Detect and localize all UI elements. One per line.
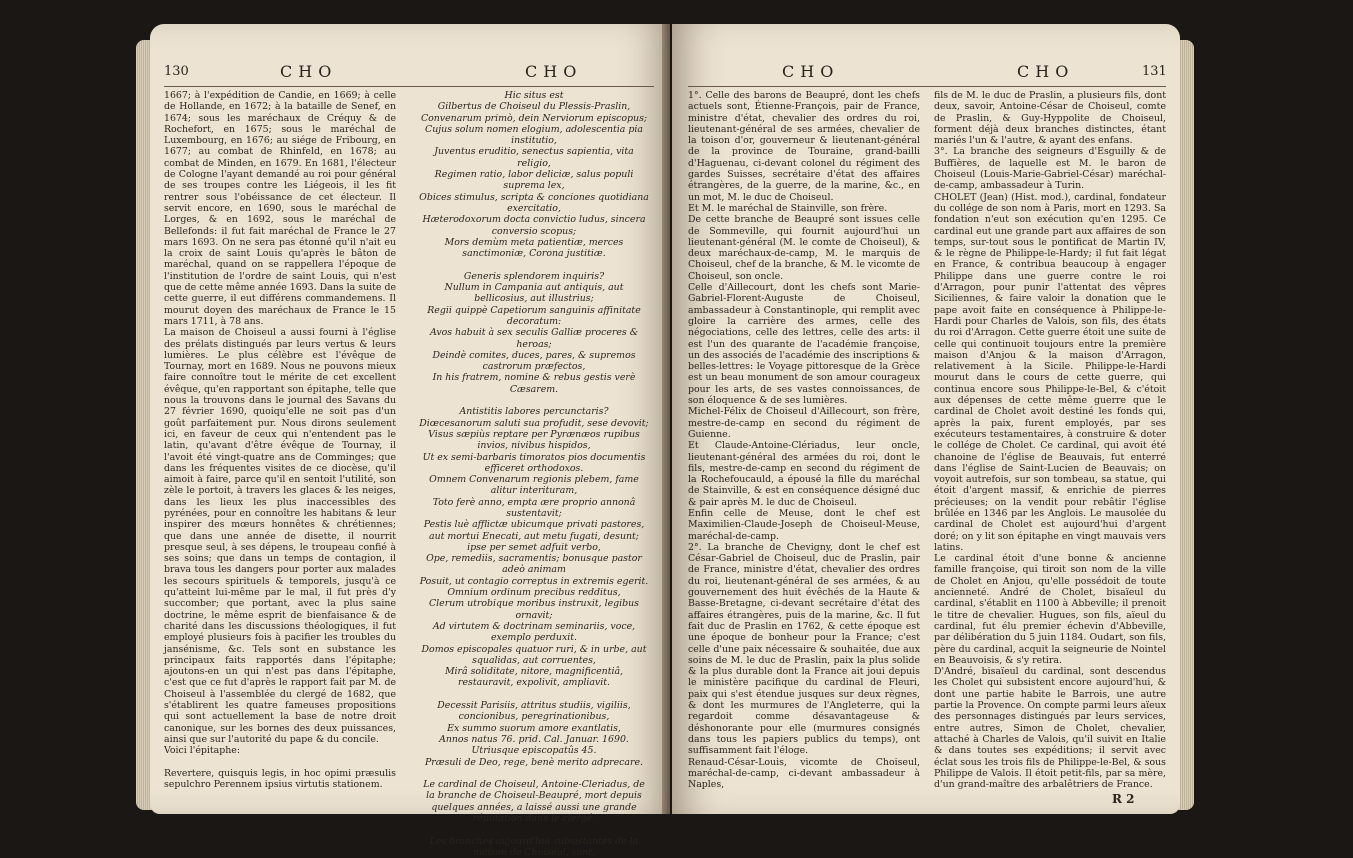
running-head-left-col1: CHO: [280, 62, 338, 81]
page-edges-right: [1178, 40, 1194, 810]
running-head-left-col2: CHO: [525, 62, 583, 81]
left-page: [150, 24, 670, 858]
header-rule-right: [688, 86, 1166, 87]
right-page: [672, 24, 1180, 814]
running-head-right-col2: CHO: [1017, 62, 1075, 81]
left-page-column-2: Hic situs est Gilbertus de Choiseul du Plessis-Praslin, Convenarum primò, dein Nerviorum episcopus; Cujus solum nomen elogium, adolescentia pia institutio, Juventus eruditio, senectus sapientia, vita religio, Regimen ratio, labor deliciæ, salus populi suprema lex, Obices stimulus, scripta & conciones quotidiana exercitatio, Hæterodoxorum docta convictio ludus, sincera conversio scopus; Mors demùm meta patientiæ, merces sanctimoniæ, Corona justitiæ. Generis splendorem inquiris? Nullum in Campania aut antiquis, aut bellicosius, aut illustrius; Regii quippè Capetiorum sanguinis affinitate decoratum: Avos habuit à sex seculis Galliæ proceres & heroas; Deindè comites, duces, pares, & supremos castrorum præfectos, In his fratrem, nomine & rebus gestis verè Cæsarem. Antistitis labores percunctaris? Diœcesanorum saluti sua profudit, sese devovit; Visus sæpiùs reptare per Pyrænæos rupibus invios, nivibus hispidos, Ut ex semi-barbaris timoratos pios documentis efficeret orthodoxos. Omnem Convenarum regionis plebem, fame alitur interituram, Toto ferè anno, empta ære proprio annonâ sustentavit; Pestis luè afflictæ ubicumque privati pastores, aut mortui Enecati, aut metu fugati, desunt; ipse per semet adfuit verbo, Ope, remediis, sacramentis; bonusque pastor adeò animam Posuit, ut contagio correptus in extremis egerit. Omnium ordinum precibus redditus, Clerum utrobique moribus instruxit, legibus ornavit; Ad virtutem & doctrinam seminariis, voce, exemplo perduxit. Domos episcopales quatuor ruri, & in urbe, aut squalidas, aut corruentes, Mirâ soliditate, nitore, magnificentiâ, restauravit, expolivit, ampliavit. Decessit Parisiis, attritus studiis, vigiliis, concionibus, peregrinationibus, Ex summo suorum amore exantlatis, Annos natus 76. prid. Cal. Januar. 1690. Utriusque episcopatûs 45. Præsuli de Deo, rege, benè merito adprecare. Le cardinal de Choiseul, Antoine-Cleriadus, de la branche de Choiseul-Beaupré, mort depuis quelques années, a laissé aussi une grande réputation dans le clergé. Les branches aujourd'hui subsistantes de la maison de Choiseul, sont,: [419, 90, 649, 858]
page-number-left: 130: [164, 64, 189, 79]
right-page-column-2: fils de M. le duc de Praslin, a plusieurs fils, dont deux, savoir, Antoine-César de Choiseul, comte de Praslin, & Guy-Hyppolite de Choiseul, forment déjà deux branches distinctes, étant mariés l'un & l'autre, & ayant des enfans. 3°. La branche des seigneurs d'Esguilly & de Buffières, de laquelle est M. le baron de Choiseul (Louis-Marie-Gabriel-César) maréchal-de-camp, ambassadeur à Turin. CHOLET (Jean) (Hist. mod.), cardinal, fondateur du collége de son nom à Paris, mort en 1293. Sa fondation n'eut son exécution qu'en 1295. Ce cardinal eut une grande part aux affaires de son temps, sur-tout sous le pontificat de Martin IV, & le règne de Philippe-le-Hardy; il fut fait légat en France, & contribua beaucoup à engager Philippe dans une guerre contre le roi d'Arragon, pour punir l'attentat des vêpres Siciliennes, & faire valoir la donation que le pape avoit faite en conséquence à Philippe-le-Hardi pour Charles de Valois, son fils, des états du roi d'Arragon. Cette guerre étoit une suite de celle qui continuoit toujours entre la première maison d'Anjou & la maison d'Arragon, relativement à la Sicile. Philippe-le-Hardi mourut dans le cours de cette guerre, qui continua encore sous Philippe-le-Bel, & c'étoit aux dépenses de cette même guerre que le cardinal de Cholet avoit destiné les fonds qui, après la paix, furent employés, par ses exécuteurs testamentaires, à construire & doter le collége de Cholet. Ce cardinal, qui avoit été chanoine de l'église de Beauvais, fut enterré dans l'église de Saint-Lucien de Beauvais; on voyoit autrefois, sur son tombeau, sa statue, qui étoit d'argent massif, & enrichie de pierres précieuses; on la vendit pour rebâtir l'église brûlée en 1346 par les Anglois. Le mausolée du cardinal de Cholet est aujourd'hui d'argent doré; on y lit son épitaphe en vingt mauvais vers latins. Le cardinal étoit d'une bonne & ancienne famille françoise, qui tiroit son nom de la ville de Cholet en Anjou, qu'elle possédoit de toute ancienneté. André de Cholet, bisaïeul du cardinal, s'établit en 1100 à Abbeville; il prenoit le titre de chevalier. Hugues, son fils, aïeul du cardinal, fut élu premier échevin d'Abbeville, par délibération du 5 juin 1184. Oudart, son fils, père du cardinal, acquit la seigneurie de Nointel en Beauvoisis, & s'y retira. D'André, bisaïeul du cardinal, sont descendus les Cholet qui subsistent encore aujourd'hui, & dont une partie habite le Barrois, une autre partie la Provence. On compte parmi leurs aïeux des personnages distingués par leurs services, entre autres, Simon de Cholet, chevalier, attaché à Charles de Valois, qu'il suivit en Italie & dans toutes ses expéditions; il servit avec éclat sous les trois fils de Philippe-le-Bel, & sous Philippe de Valois. Il étoit petit-fils, par sa mère, d'un grand-maître des arbalêtriers de France.: [934, 90, 1166, 791]
page-number-right: 131: [1142, 64, 1167, 79]
right-page-column-1: 1°. Celle des barons de Beaupré, dont les chefs actuels sont, Étienne-François, pair de France, ministre d'état, chevalier des ordres du roi, lieutenant-général de ses armées, chevalier de la toison d'or, gouverneur & lieutenant-général de la province de Touraine, grand-bailli d'Haguenau, ci-devant colonel du régiment des gardes Suisses, secrétaire d'état des affaires étrangères, de la guerre, de la marine, &c., en un mot, M. le duc de Choiseul. Et M. le maréchal de Stainville, son frère. De cette branche de Beaupré sont issues celle de Sommeville, qui fournit aujourd'hui un lieutenant-général (M. le comte de Choiseul), & deux maréchaux-de-camp, M. le marquis de Choiseul, chef de la branche, & M. le vicomte de Choiseul, son oncle. Celle d'Aillecourt, dont les chefs sont Marie-Gabriel-Florent-Auguste de Choiseul, ambassadeur à Constantinople, qui remplit avec gloire la carrière des armes, celle des négociations, celle des lettres, celle des arts: il est l'un des quarante de l'académie françoise, un des associés de l'académie des inscriptions & belles-lettres: le Voyage pittoresque de la Grèce est un beau monument de son amour courageux pour les arts, de ses vastes connoissances, de son éloquence & de ses lumières. Michel-Félix de Choiseul d'Aillecourt, son frère, mestre-de-camp en second du régiment de Guienne. Et Claude-Antoine-Clériadus, leur oncle, lieutenant-général des armées du roi, dont le fils, mestre-de-camp en second du régiment de la Rochefoucauld, a épousé la fille du maréchal de Stainville, & est en conséquence désigné duc & pair après M. le duc de Choiseul. Enfin celle de Meuse, dont le chef est Maximilien-Claude-Joseph de Choiseul-Meuse, maréchal-de-camp. 2°. La branche de Chevigny, dont le chef est César-Gabriel de Choiseul, duc de Praslin, pair de France, ministre d'état, chevalier des ordres du roi, lieutenant-général de ses armées, & au gouvernement des huit évêchés de la Haute & Basse-Bretagne, ci-devant secrétaire d'état des affaires étrangères, puis de la marine, &c. Il fut fait duc de Praslin en 1762, & cette époque est une époque de bonheur pour la France; c'est celle d'une paix nécessaire & souhaitée, due aux soins de M. le duc de Praslin, paix la plus solide & la plus durable dont la France ait joui depuis le ministère pacifique du cardinal de Fleuri, paix qui s'est étendue jusques sur deux règnes, & dont les murmures de l'Angleterre, qui la regardoit comme désavantageuse & déshonorante pour elle (murmures consignés dans tous les papiers publics du temps), ont suffisamment fait l'éloge. Renaud-César-Louis, vicomte de Choiseul, maréchal-de-camp, ci-devant ambassadeur à Naples,: [688, 90, 920, 791]
header-rule-left: [164, 86, 654, 87]
left-page-column-1: 1667; à l'expédition de Candie, en 1669; à celle de Hollande, en 1672; à la bataille de Senef, en 1674; sous les maréchaux de Créquy & de Rochefort, en 1675; sous le maréchal de Luxembourg, en 1676; au siége de Fribourg, en 1677; au combat de Rhinfeld, en 1678; au combat de Minden, en 1679. En 1681, l'électeur de Cologne l'ayant demandé au roi pour général de ses troupes contre les Liégeois, il les fit rentrer sous l'obéissance de cet électeur. Il servit encore, en 1690, sous le maréchal de Lorges, & en 1692, sous le maréchal de Bellefonds: il fut fait maréchal de France le 27 mars 1693. On ne sera pas étonné qu'il n'ait eu la croix de saint Louis qu'après le bâton de maréchal, quand on se rappellera l'époque de l'institution de l'ordre de saint Louis, qui n'est que de cette même année 1693. Dans la suite de cette guerre, il eut différens commandemens. Il mourut doyen des maréchaux de France le 15 mars 1711, à 78 ans. La maison de Choiseul a aussi fourni à l'église des prélats distingués par leurs vertus & leurs lumières. Le plus célèbre est l'évêque de Tournay, mort en 1689. Nous ne pouvons mieux faire connoître tout le mérite de cet excellent évêque, qu'en rapportant son épitaphe, telle que nous la trouvons dans le journal des Savans du 27 février 1690, quoiqu'elle ne soit pas d'un goût parfaitement pur. Nous dirons seulement ici, en faveur de ceux qui n'entendent pas le latin, qu'avant d'être évêque de Tournay, il l'avoit été vingt-quatre ans de Comminges; que dans les fréquentes visites de ce diocèse, qu'il aimoit à faire, parce qu'il en sentoit l'utilité, son zèle le portoit, à travers les glaces & les neiges, dans les lieux les plus inaccessibles des pyrénées, pour en connoître les habitans & leur inspirer des mœurs honnêtes & chrétiennes; que dans une année de disette, il nourrit presque seul, à ses dépens, le troupeau confié à ses soins; que dans un temps de contagion, il brava tous les dangers pour porter aux malades les secours spirituels & temporels, jusqu'à ce qu'atteint lui-même par le mal, il fut près d'y succomber; que portant, avec la plus saine doctrine, le même esprit de bienfaisance & de charité dans les discussions théologiques, il fut employé plusieurs fois à pacifier les troubles du jansénisme, &c. Tels sont en substance les principaux faits rapportés dans l'épitaphe; ajoutons-en un qui n'est pas dans l'épitaphe, c'est que ce fut d'après le rapport fait par M. de Choiseul à l'assemblée du clergé de 1682, que s'établirent les quatre fameuses propositions qui sont actuellement la base de notre droit canonique, sur les bornes des deux puissances, ainsi que sur l'autorité du pape & du concile. Voici l'épitaphe: Revertere, quisquis legis, in hoc opimi præsulis sepulchro Perennem ipsius virtutis stationem.: [164, 90, 396, 791]
running-head-right-col1: CHO: [782, 62, 840, 81]
signature-mark: R 2: [1112, 792, 1135, 806]
